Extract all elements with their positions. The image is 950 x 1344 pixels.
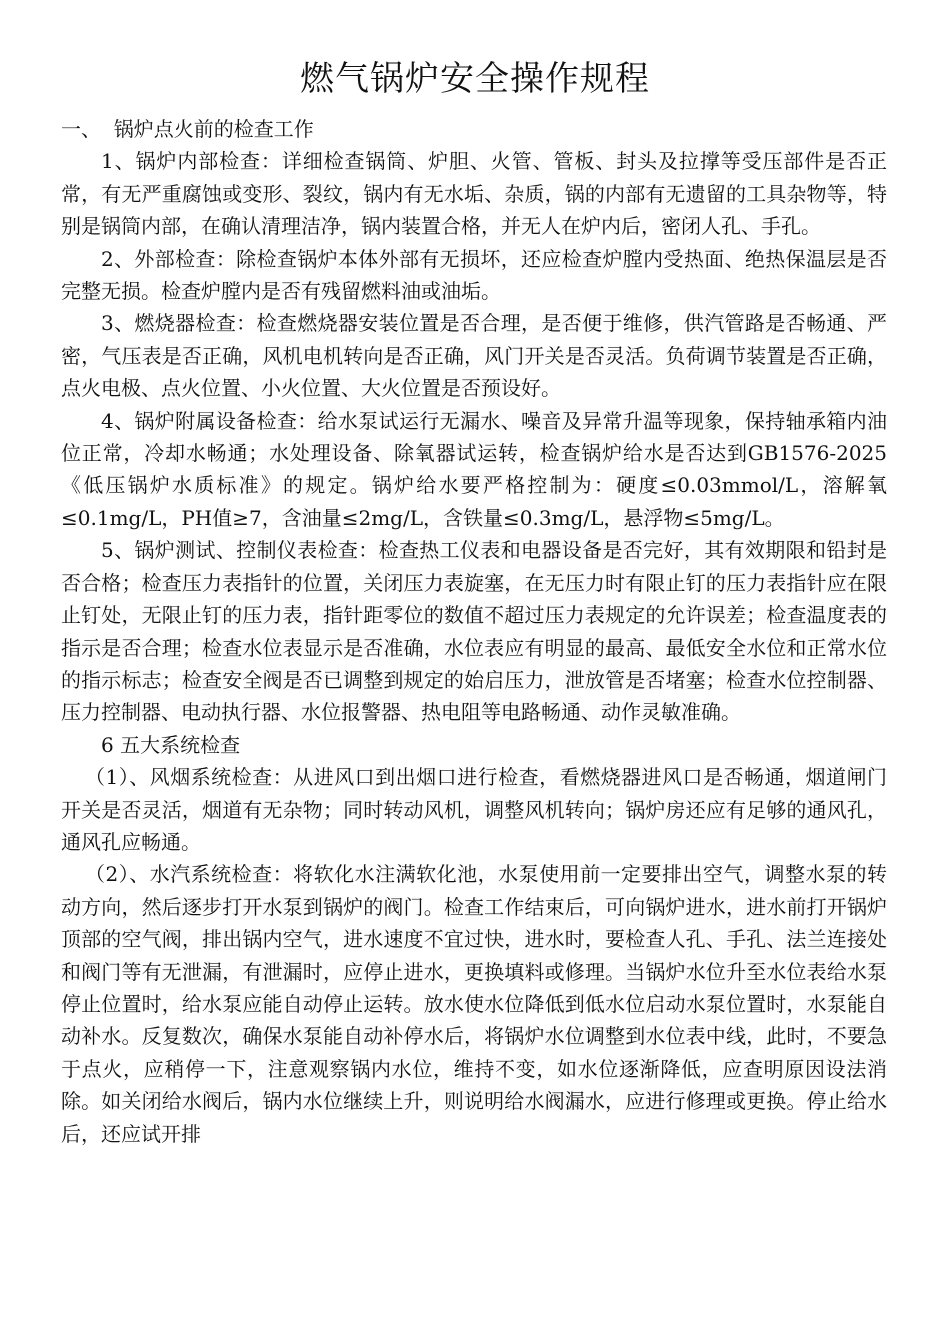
paragraph-burner-check: 3、燃烧器检查：检查燃烧器安装位置是否合理，是否便于维修，供汽管路是否畅通、严密，气压表是否正确，风机电机转向是否正确，风门开关是否灵活。负荷调节装置是否正确，点火电极、点火位置、小火位置、大火位置是否预设好。 bbox=[61, 311, 887, 401]
paragraph-external-check: 2、外部检查：除检查锅炉本体外部有无损坏，还应检查炉膛内受热面、绝热保温层是否完整无损。检查炉膛内是否有残留燃料油或油垢。 bbox=[61, 246, 887, 304]
page-title: 燃气锅炉安全操作规程 bbox=[300, 59, 650, 99]
paragraph-instrument-check: 5、锅炉测试、控制仪表检查：检查热工仪表和电器设备是否完好，其有效期限和铅封是否合格；检查压力表指针的位置，关闭压力表旋塞，在无压力时有限止钉的压力表指针应在限止钉处，无限止钉的压力表，指针距零位的数值不超过压力表规定的允许误差；检查温度表的指示是否合理；检查水位表显示是否准确，水位表应有明显的最高、最低安全水位和正常水位的指示标志；检查安全阀是否已调整到规定的始启压力，泄放管是否堵塞；检查水位控制器、压力控制器、电动执行器、水位报警器、热电阻等电路畅通、动作灵敏准确。 bbox=[61, 538, 887, 725]
subsection-heading: 6 五大系统检查 bbox=[101, 732, 241, 757]
paragraph-water-steam-system: （2）、水汽系统检查：将软化水注满软化池，水泵使用前一定要排出空气，调整水泵的转动方向，然后逐步打开水泵到锅炉的阀门。检查工作结束后，可向锅炉进水，进水前打开锅炉顶部的空气阀，排出锅内空气，进水速度不宜过快，进水时，要检查人孔、手孔、法兰连接处和阀门等有无泄漏，有泄漏时，应停止进水，更换填料或修理。当锅炉水位升至水位表给水泵停止位置时，给水泵应能自动停止运转。放水使水位降低到低水位启动水泵位置时，水泵能自动补水。反复数次，确保水泵能自动补停水后，将锅炉水位调整到水位表中线，此时，不要急于点火，应稍停一下，注意观察锅内水位，维持不变，如水位逐渐降低，应查明原因设法消除。如关闭给水阀后，锅内水位继续上升，则说明给水阀漏水，应进行修理或更换。停止给水后，还应试开排 bbox=[61, 862, 887, 1146]
paragraph-auxiliary-check: 4、锅炉附属设备检查：给水泵试运行无漏水、噪音及异常升温等现象，保持轴承箱内油位正常，冷却水畅通；水处理设备、除氧器试运转，检查锅炉给水是否达到GB1576-2025《低压锅炉水质标准》的规定。锅炉给水要严格控制为：硬度≤0.03mmol/L，溶解氧≤0.1mg/L，PH值≥7，含油量≤2mg/L，含铁量≤0.3mg/L，悬浮物≤5mg/L。 bbox=[61, 408, 887, 530]
paragraph-internal-check: 1、锅炉内部检查：详细检查锅筒、炉胆、火管、管板、封头及拉撑等受压部件是否正常，有无严重腐蚀或变形、裂纹，锅内有无水垢、杂质，锅的内部有无遗留的工具杂物等，特别是锅筒内部，在确认清理洁净，锅内装置合格，并无人在炉内后，密闭人孔、手孔。 bbox=[61, 149, 887, 239]
section-heading: 一、 锅炉点火前的检查工作 bbox=[61, 117, 314, 141]
paragraph-flue-system: （1）、风烟系统检查：从进风口到出烟口进行检查，看燃烧器进风口是否畅通，烟道闸门开关是否灵活，烟道有无杂物；同时转动风机，调整风机转向；锅炉房还应有足够的通风孔，通风孔应畅通。 bbox=[61, 765, 887, 854]
document-body bbox=[61, 113, 887, 1150]
